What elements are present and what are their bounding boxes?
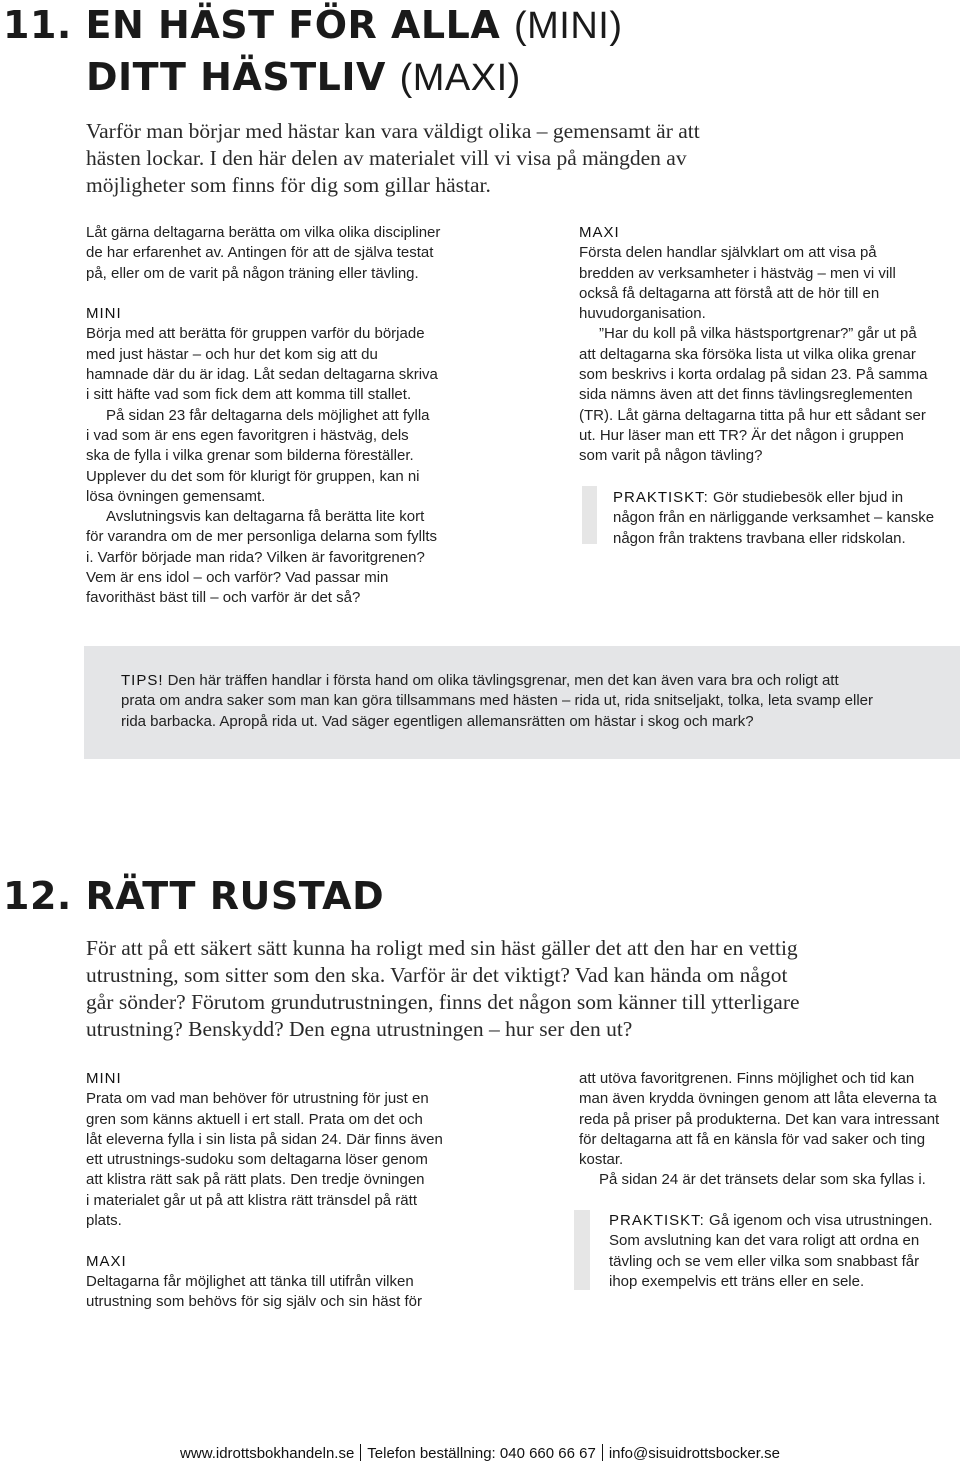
text-line: Första delen handlar självklart om att visa på [579,244,877,262]
section-11-intro [86,118,906,199]
intro-line: Varför man börjar med hästar kan vara väldigt olika – gemensamt är att [86,119,700,143]
text-line: Deltagarna får möjlighet att tänka till utifrån vilken [86,1272,414,1290]
text-line: som beskrivs i korta ordalag på sidan 23. På samma [579,366,928,384]
praktiskt-label: PRAKTISKT: [613,489,709,506]
text-line: med just hästar – och hur det kom sig att du [86,345,378,363]
text-line: reda på priser på produkterna. Det kan vara intressant [579,1110,940,1128]
text-line: bredden av verksamheter i hästväg – men vi vill [579,264,896,282]
text-line: På sidan 24 är det tränsets delar som ska fyllas i. [599,1171,926,1189]
text-line: sida nämns även att det finns tävlingsreglementen [579,386,913,404]
text-line: prata om andra saker som man kan göra tillsammans med hästen – rida ut, rida snitseljakt, tolka, leta svamp eller [121,692,874,710]
praktiskt-accent-bar [574,1210,590,1290]
intro-line: utrustning, som sitter som den ska. Varför är det viktigt? Vad kan hända om något [86,963,788,987]
text-line: på, eller om de varit på någon träning eller tävling. [86,264,419,282]
text-line: ut. Hur läser man ett TR? Är det någon i gruppen [579,426,904,444]
text-line: Som avslutning kan det vara roligt att ordna en [609,1232,920,1250]
text-line: huvudorganisation. [579,305,706,323]
section-12-title: 12. RÄTT RUSTAD [3,874,385,918]
text-line: kostar. [579,1151,624,1169]
text-line: ihop exempelvis ett träns eller en sele. [609,1272,865,1290]
text-line: låt eleverna fylla i sin lista på sidan 24. Där finns även [86,1130,443,1148]
text-line: ska de fylla i vilka grenar som bilderna föreställer. [86,447,414,465]
text-line: att klistra rätt sak på rätt plats. Den tredje övningen [86,1171,425,1189]
text-line: i materialet går ut på att klistra rätt tränsdel på rätt [86,1191,417,1209]
intro-line: går sönder? Förutom grundutrustningen, finns det någon som känner till ytterligare [86,990,800,1014]
section-11-title-line1 [3,3,623,48]
intro-line: utrustning? Benskydd? Den egna utrustningen – hur ser den ut? [86,1017,633,1041]
text-line: att utöva favoritgrenen. Finns möjlighet och tid kan [579,1070,915,1087]
text-line: favorithäst bäst till – och varför är det så? [86,589,361,607]
section-11-left-column [86,223,486,609]
text-line: någon från en närliggande verksamhet – kanske [613,509,935,527]
text-line: Börja med att berätta för gruppen varför du började [86,325,425,343]
footer-email-link[interactable]: info@sisuidrottsbocker.se [608,1445,780,1462]
section-11-subtitle-bold: DITT HÄSTLIV [86,55,386,99]
section-11-praktiskt-note [613,488,960,549]
text-line: i. Varför började man rida? Vilken är favoritgrenen? [86,548,425,566]
text-line: också få deltagarna att förstå att de hör till en [579,284,880,302]
text-line: för deltagarna att få en känsla för vad saker och ting [579,1130,926,1148]
text-line: Upplever du det som för klurigt för gruppen, kan ni [86,467,420,485]
text-line: ”Har du koll på vilka hästsportgrenar?” går ut på [599,325,917,343]
text-line: gren som känns aktuell i ert stall. Prata om det och [86,1110,423,1128]
text-line: På sidan 23 får deltagarna dels möjlighet att fylla [106,406,430,424]
section-12-right-column [579,1069,960,1191]
praktiskt-label: PRAKTISKT: [609,1212,705,1229]
intro-line: hästen lockar. I den här delen av materialet vill vi visa på mängden av [86,146,687,170]
section-12-left-column [86,1069,486,1313]
section-11-title-bold: 11. EN HÄST FÖR ALLA [3,3,501,47]
text-line: Prata om vad man behöver för utrustning för just en [86,1090,429,1108]
text-line: tävling och se vem eller vilka som snabbast får [609,1252,920,1270]
intro-line: För att på ett säkert sätt kunna ha roligt med sin häst gäller det att den har en vettig [86,936,798,960]
intro-line: möjligheter som finns för dig som gillar hästar. [86,173,491,197]
footer-phone: Telefon beställning: 040 660 66 67 [367,1445,596,1462]
tips-text [121,671,951,732]
mini-label: MINI [86,305,122,323]
text-line: utrustning som behövs för sig själv och sin häst för [86,1293,422,1311]
text-line: Avslutningsvis kan deltagarna få berätta lite kort [106,508,425,526]
maxi-label: MAXI [86,1252,127,1270]
text-line: i vad som är ens egen favoritgren i hästväg, dels [86,426,409,444]
section-12-intro [86,935,946,1043]
section-11-right-column [579,223,959,467]
text-line: Låt gärna deltagarna berätta om vilka olika discipliner [86,224,441,241]
text-line: hamnade där du är idag. Låt sedan deltagarna skriva [86,366,438,384]
text-line: rida barbacka. Apropå rida ut. Vad säger egentligen allemansrätten om hästar i skog och mark? [121,712,754,730]
text-line: lösa övningen gemensamt. [86,487,266,505]
text-line: Den här träffen handlar i första hand om olika tävlingsgrenar, men det kan även vara bra och roligt att [163,672,839,689]
text-line: Vem är ens idol – och varför? Vad passar min [86,569,389,587]
text-line: Gör studiebesök eller bjud in [708,489,904,506]
text-line: (TR). Låt gärna deltagarna titta på hur ett sådant ser [579,406,926,424]
text-line: Gå igenom och visa utrustningen. [704,1212,933,1229]
text-line: för varandra om de mer personliga delarna som fyllts [86,528,437,546]
text-line: de har erfarenhet av. Antingen för att de själva testat [86,244,434,262]
text-line: i sitt häfte vad som fick dem att komma till stallet. [86,386,412,404]
text-line: som varit på någon tävling? [579,447,763,465]
text-line: att deltagarna ska försöka lista ut vilka olika grenar [579,345,916,363]
tips-label: TIPS! [121,672,164,689]
section-11-title-mini-tag: (MINI) [514,5,623,47]
footer-website-link[interactable]: www.idrottsbokhandeln.se [180,1445,355,1462]
footer [0,1444,960,1462]
footer-separator [602,1444,603,1461]
text-line: någon från traktens travbana eller ridskolan. [613,529,906,547]
section-11-subtitle-maxi-tag: (MAXI) [399,57,521,99]
mini-label: MINI [86,1070,122,1087]
footer-separator [360,1444,361,1461]
text-line: ett utrustnings-sudoku som deltagarna löser genom [86,1151,428,1169]
praktiskt-accent-bar [582,486,597,544]
text-line: man även krydda övningen genom att låta eleverna ta [579,1090,937,1108]
maxi-label: MAXI [579,224,620,241]
section-11-title-line2 [86,55,521,100]
section-12-praktiskt-note [609,1211,960,1292]
text-line: plats. [86,1212,122,1230]
